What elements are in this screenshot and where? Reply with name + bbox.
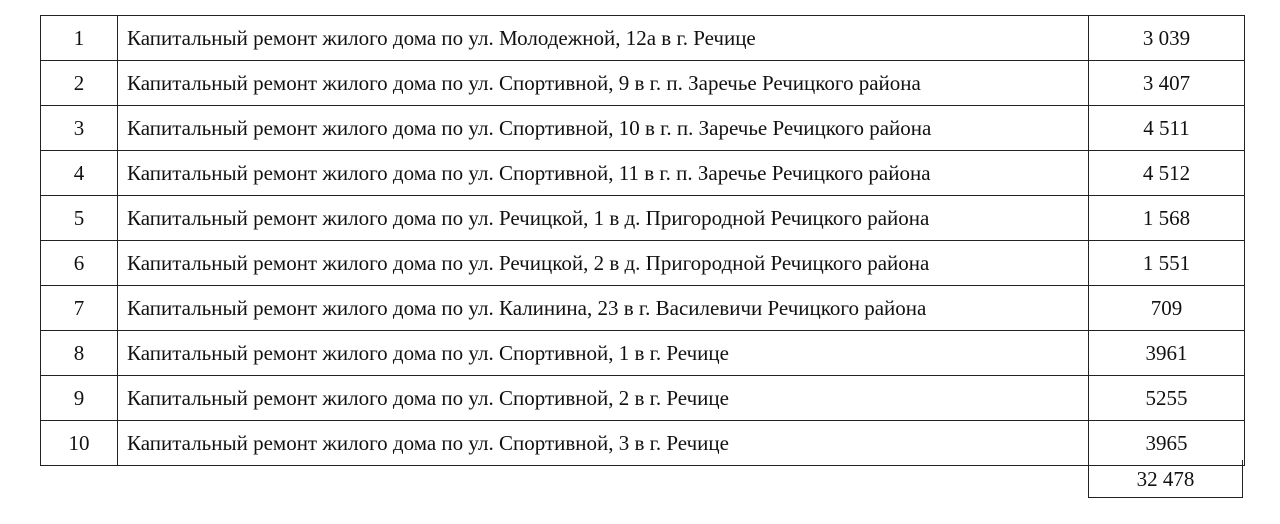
- table-row: [41, 331, 1245, 376]
- row-number: 9: [41, 376, 118, 421]
- row-number: 8: [41, 331, 118, 376]
- row-number: 2: [41, 61, 118, 106]
- row-number: 1: [41, 16, 118, 61]
- row-number: 5: [41, 196, 118, 241]
- row-value: 4 512: [1089, 151, 1245, 196]
- row-description: Капитальный ремонт жилого дома по ул. Речицкой, 1 в д. Пригородной Речицкого района: [118, 196, 1089, 241]
- table-row: [41, 106, 1245, 151]
- row-description: Капитальный ремонт жилого дома по ул. Спортивной, 3 в г. Речице: [118, 421, 1089, 466]
- row-value: 1 551: [1089, 241, 1245, 286]
- row-value: 3 407: [1089, 61, 1245, 106]
- row-number: 10: [41, 421, 118, 466]
- row-number: 6: [41, 241, 118, 286]
- table-row: [41, 421, 1245, 466]
- row-description: Капитальный ремонт жилого дома по ул. Спортивной, 11 в г. п. Заречье Речицкого района: [118, 151, 1089, 196]
- total-value: 32 478: [1088, 460, 1243, 498]
- row-value: 1 568: [1089, 196, 1245, 241]
- table-row: [41, 196, 1245, 241]
- row-number: 7: [41, 286, 118, 331]
- row-description: Капитальный ремонт жилого дома по ул. Спортивной, 2 в г. Речице: [118, 376, 1089, 421]
- table-row: [41, 61, 1245, 106]
- row-value: 709: [1089, 286, 1245, 331]
- table-row: [41, 16, 1245, 61]
- table-row: [41, 286, 1245, 331]
- row-number: 4: [41, 151, 118, 196]
- row-value: 4 511: [1089, 106, 1245, 151]
- repair-table: [40, 15, 1245, 466]
- row-description: Капитальный ремонт жилого дома по ул. Спортивной, 10 в г. п. Заречье Речицкого района: [118, 106, 1089, 151]
- table-row: [41, 376, 1245, 421]
- row-description: Капитальный ремонт жилого дома по ул. Калинина, 23 в г. Василевичи Речицкого района: [118, 286, 1089, 331]
- table-row: [41, 241, 1245, 286]
- row-value: 3 039: [1089, 16, 1245, 61]
- table-row: [41, 151, 1245, 196]
- row-description: Капитальный ремонт жилого дома по ул. Речицкой, 2 в д. Пригородной Речицкого района: [118, 241, 1089, 286]
- row-description: Капитальный ремонт жилого дома по ул. Спортивной, 9 в г. п. Заречье Речицкого района: [118, 61, 1089, 106]
- row-value: 3965: [1089, 421, 1245, 466]
- row-description: Капитальный ремонт жилого дома по ул. Молодежной, 12а в г. Речице: [118, 16, 1089, 61]
- row-value: 5255: [1089, 376, 1245, 421]
- row-value: 3961: [1089, 331, 1245, 376]
- row-number: 3: [41, 106, 118, 151]
- row-description: Капитальный ремонт жилого дома по ул. Спортивной, 1 в г. Речице: [118, 331, 1089, 376]
